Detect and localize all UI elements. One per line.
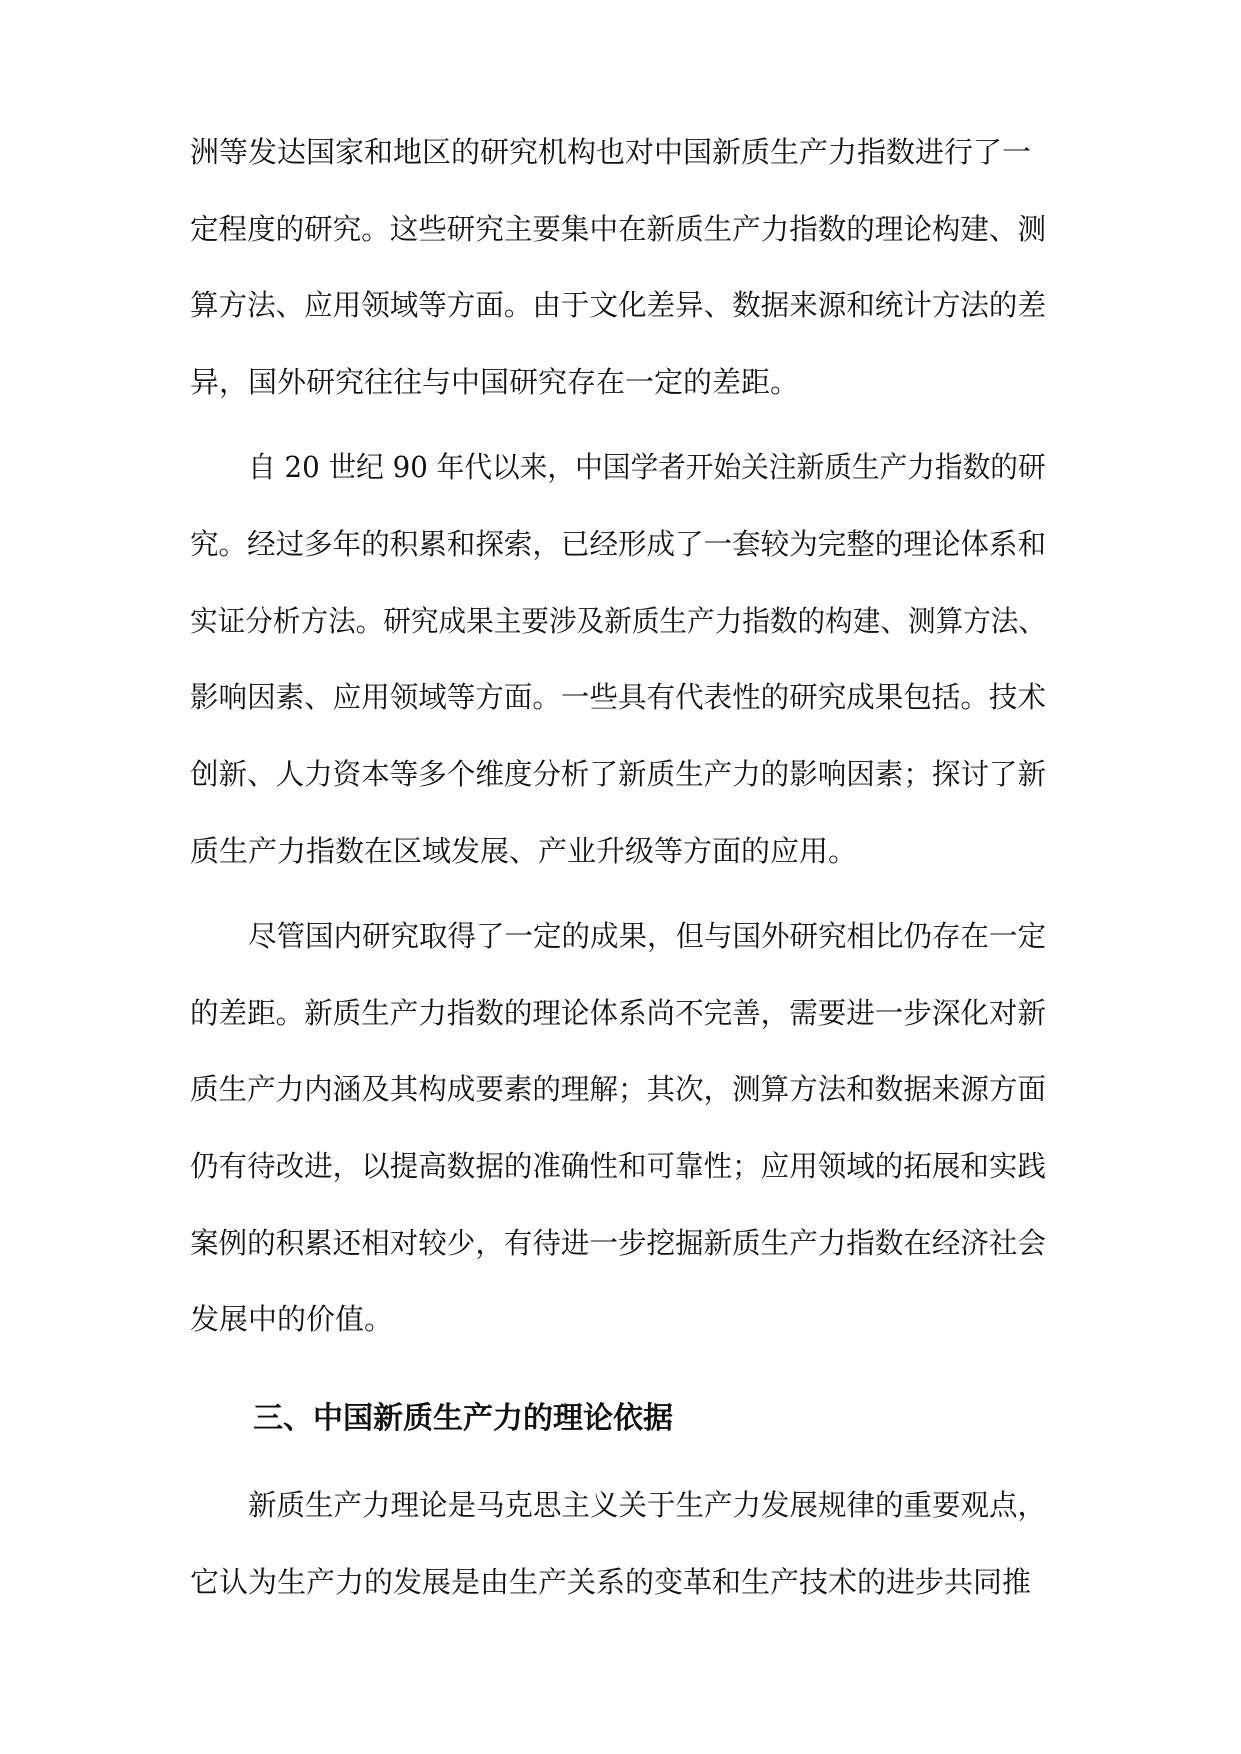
paragraph-3-line-4: 仍有待改进，以提高数据的准确性和可靠性；应用领域的拓展和实践 — [190, 1149, 1047, 1183]
paragraph-1-line-1: 洲等发达国家和地区的研究机构也对中国新质生产力指数进行了一 — [190, 135, 1032, 169]
paragraph-2-line-6: 质生产力指数在区域发展、产业升级等方面的应用。 — [190, 834, 858, 868]
paragraph-3-line-3: 质生产力内涵及其构成要素的理解；其次，测算方法和数据来源方面 — [190, 1072, 1047, 1106]
paragraph-3-line-5: 案例的积累还相对较少，有待进一步挖掘新质生产力指数在经济社会 — [190, 1226, 1047, 1260]
paragraph-1-line-3: 算方法、应用领域等方面。由于文化差异、数据来源和统计方法的差 — [190, 288, 1047, 322]
section-paragraph-line-1: 新质生产力理论是马克思主义关于生产力发展规律的重要观点， — [248, 1488, 1047, 1522]
paragraph-2-line-1: 自 20 世纪 90 年代以来，中国学者开始关注新质生产力指数的研 — [248, 450, 1046, 484]
paragraph-3-line-6: 发展中的价值。 — [190, 1302, 394, 1336]
paragraph-1-line-4: 异，国外研究往往与中国研究存在一定的差距。 — [190, 365, 800, 399]
paragraph-2-line-5: 创新、人力资本等多个维度分析了新质生产力的影响因素；探讨了新 — [190, 757, 1047, 791]
paragraph-3-line-2: 的差距。新质生产力指数的理论体系尚不完善，需要进一步深化对新 — [190, 996, 1047, 1030]
paragraph-2-line-2: 究。经过多年的积累和探索，已经形成了一套较为完整的理论体系和 — [190, 527, 1047, 561]
paragraph-3-line-1: 尽管国内研究取得了一定的成果，但与国外研究相比仍存在一定 — [248, 919, 1047, 953]
paragraph-2-line-3: 实证分析方法。研究成果主要涉及新质生产力指数的构建、测算方法、 — [190, 604, 1047, 638]
paragraph-1-line-2: 定程度的研究。这些研究主要集中在新质生产力指数的理论构建、测 — [190, 212, 1047, 246]
section-paragraph-line-2: 它认为生产力的发展是由生产关系的变革和生产技术的进步共同推 — [190, 1565, 1032, 1599]
section-heading: 三、中国新质生产力的理论依据 — [253, 1401, 673, 1436]
paragraph-2-line-4: 影响因素、应用领域等方面。一些具有代表性的研究成果包括。技术 — [190, 680, 1047, 714]
